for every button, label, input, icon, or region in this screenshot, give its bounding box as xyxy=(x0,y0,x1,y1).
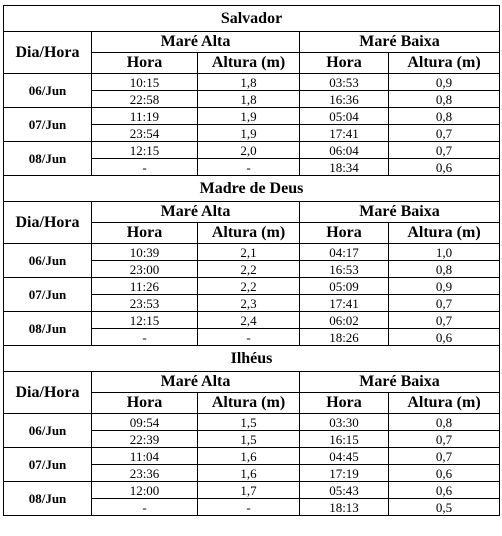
baixa-altura-cell: 0,7 xyxy=(389,142,500,159)
alta-hora-header: Hora xyxy=(92,53,198,74)
alta-hora-cell: 11:26 xyxy=(92,278,198,295)
alta-hora-header: Hora xyxy=(92,223,198,244)
alta-hora-cell: 09:54 xyxy=(92,414,198,431)
alta-altura-cell: 1,9 xyxy=(198,108,300,125)
mare-baixa-header: Maré Baixa xyxy=(300,32,500,53)
alta-hora-cell: 23:00 xyxy=(92,261,198,278)
baixa-altura-cell: 0,7 xyxy=(389,312,500,329)
alta-hora-cell: 23:36 xyxy=(92,465,198,482)
baixa-altura-cell: 0,8 xyxy=(389,414,500,431)
alta-altura-cell: 2,4 xyxy=(198,312,300,329)
alta-hora-cell: 12:15 xyxy=(92,312,198,329)
baixa-hora-cell: 17:41 xyxy=(300,125,389,142)
dia-hora-header: Dia/Hora xyxy=(4,372,92,414)
day-label: 08/Jun xyxy=(4,312,92,346)
mare-alta-header: Maré Alta xyxy=(92,32,300,53)
alta-hora-cell: 11:04 xyxy=(92,448,198,465)
baixa-altura-cell: 0,9 xyxy=(389,74,500,91)
table-row xyxy=(4,244,500,261)
alta-hora-cell: 22:39 xyxy=(92,431,198,448)
city-title-row xyxy=(4,6,500,32)
baixa-altura-cell: 0,6 xyxy=(389,465,500,482)
alta-altura-header: Altura (m) xyxy=(198,53,300,74)
alta-hora-cell: - xyxy=(92,329,198,346)
baixa-hora-cell: 16:53 xyxy=(300,261,389,278)
baixa-hora-cell: 05:43 xyxy=(300,482,389,499)
city-name: Salvador xyxy=(4,6,500,32)
baixa-altura-header: Altura (m) xyxy=(389,223,500,244)
baixa-altura-cell: 0,7 xyxy=(389,295,500,312)
baixa-hora-header: Hora xyxy=(300,53,389,74)
alta-altura-cell: 2,2 xyxy=(198,278,300,295)
city-title-row xyxy=(4,176,500,202)
group-header-row xyxy=(4,32,500,53)
alta-hora-cell: 12:00 xyxy=(92,482,198,499)
alta-altura-cell: - xyxy=(198,159,300,176)
baixa-altura-header: Altura (m) xyxy=(389,53,500,74)
alta-altura-cell: 1,8 xyxy=(198,91,300,108)
alta-hora-cell: 11:19 xyxy=(92,108,198,125)
baixa-altura-header: Altura (m) xyxy=(389,393,500,414)
baixa-altura-cell: 0,7 xyxy=(389,125,500,142)
alta-altura-header: Altura (m) xyxy=(198,223,300,244)
table-row xyxy=(4,142,500,159)
table-row xyxy=(4,278,500,295)
baixa-hora-cell: 03:30 xyxy=(300,414,389,431)
day-label: 08/Jun xyxy=(4,142,92,176)
dia-hora-header: Dia/Hora xyxy=(4,32,92,74)
alta-altura-cell: 1,5 xyxy=(198,414,300,431)
alta-hora-cell: - xyxy=(92,499,198,516)
baixa-hora-cell: 05:09 xyxy=(300,278,389,295)
alta-altura-cell: 2,1 xyxy=(198,244,300,261)
baixa-altura-cell: 0,6 xyxy=(389,329,500,346)
alta-hora-cell: 12:15 xyxy=(92,142,198,159)
baixa-hora-cell: 03:53 xyxy=(300,74,389,91)
baixa-hora-header: Hora xyxy=(300,223,389,244)
table-row xyxy=(4,448,500,465)
table-row xyxy=(4,74,500,91)
table-row xyxy=(4,108,500,125)
city-name: Madre de Deus xyxy=(4,176,500,202)
baixa-altura-cell: 0,8 xyxy=(389,261,500,278)
day-label: 08/Jun xyxy=(4,482,92,516)
table-row xyxy=(4,312,500,329)
day-label: 07/Jun xyxy=(4,278,92,312)
group-header-row xyxy=(4,202,500,223)
baixa-hora-cell: 16:36 xyxy=(300,91,389,108)
alta-altura-cell: - xyxy=(198,329,300,346)
baixa-altura-cell: 0,8 xyxy=(389,108,500,125)
mare-alta-header: Maré Alta xyxy=(92,202,300,223)
baixa-hora-header: Hora xyxy=(300,393,389,414)
baixa-altura-cell: 0,7 xyxy=(389,431,500,448)
alta-altura-cell: 1,6 xyxy=(198,465,300,482)
table-row xyxy=(4,414,500,431)
alta-altura-cell: 1,7 xyxy=(198,482,300,499)
day-label: 06/Jun xyxy=(4,74,92,108)
alta-hora-cell: - xyxy=(92,159,198,176)
mare-alta-header: Maré Alta xyxy=(92,372,300,393)
mare-baixa-header: Maré Baixa xyxy=(300,372,500,393)
day-label: 07/Jun xyxy=(4,448,92,482)
baixa-hora-cell: 04:45 xyxy=(300,448,389,465)
baixa-hora-cell: 04:17 xyxy=(300,244,389,261)
baixa-altura-cell: 0,9 xyxy=(389,278,500,295)
baixa-hora-cell: 18:13 xyxy=(300,499,389,516)
alta-altura-cell: - xyxy=(198,499,300,516)
alta-altura-cell: 1,5 xyxy=(198,431,300,448)
baixa-hora-cell: 17:19 xyxy=(300,465,389,482)
alta-hora-cell: 10:39 xyxy=(92,244,198,261)
dia-hora-header: Dia/Hora xyxy=(4,202,92,244)
alta-hora-cell: 23:54 xyxy=(92,125,198,142)
baixa-altura-cell: 1,0 xyxy=(389,244,500,261)
alta-altura-cell: 1,8 xyxy=(198,74,300,91)
tide-table xyxy=(3,5,500,516)
alta-hora-cell: 22:58 xyxy=(92,91,198,108)
alta-altura-header: Altura (m) xyxy=(198,393,300,414)
city-name: Ilhéus xyxy=(4,346,500,372)
alta-altura-cell: 1,6 xyxy=(198,448,300,465)
group-header-row xyxy=(4,372,500,393)
table-row xyxy=(4,482,500,499)
alta-hora-header: Hora xyxy=(92,393,198,414)
mare-baixa-header: Maré Baixa xyxy=(300,202,500,223)
tide-table-body xyxy=(4,6,500,516)
baixa-altura-cell: 0,5 xyxy=(389,499,500,516)
alta-altura-cell: 2,3 xyxy=(198,295,300,312)
day-label: 06/Jun xyxy=(4,414,92,448)
day-label: 07/Jun xyxy=(4,108,92,142)
baixa-hora-cell: 16:15 xyxy=(300,431,389,448)
baixa-hora-cell: 17:41 xyxy=(300,295,389,312)
baixa-altura-cell: 0,7 xyxy=(389,448,500,465)
alta-altura-cell: 1,9 xyxy=(198,125,300,142)
baixa-hora-cell: 18:26 xyxy=(300,329,389,346)
baixa-altura-cell: 0,6 xyxy=(389,482,500,499)
baixa-altura-cell: 0,6 xyxy=(389,159,500,176)
day-label: 06/Jun xyxy=(4,244,92,278)
baixa-hora-cell: 05:04 xyxy=(300,108,389,125)
baixa-hora-cell: 18:34 xyxy=(300,159,389,176)
baixa-altura-cell: 0,8 xyxy=(389,91,500,108)
alta-altura-cell: 2,2 xyxy=(198,261,300,278)
alta-hora-cell: 23:53 xyxy=(92,295,198,312)
alta-altura-cell: 2,0 xyxy=(198,142,300,159)
alta-hora-cell: 10:15 xyxy=(92,74,198,91)
city-title-row xyxy=(4,346,500,372)
baixa-hora-cell: 06:02 xyxy=(300,312,389,329)
baixa-hora-cell: 06:04 xyxy=(300,142,389,159)
